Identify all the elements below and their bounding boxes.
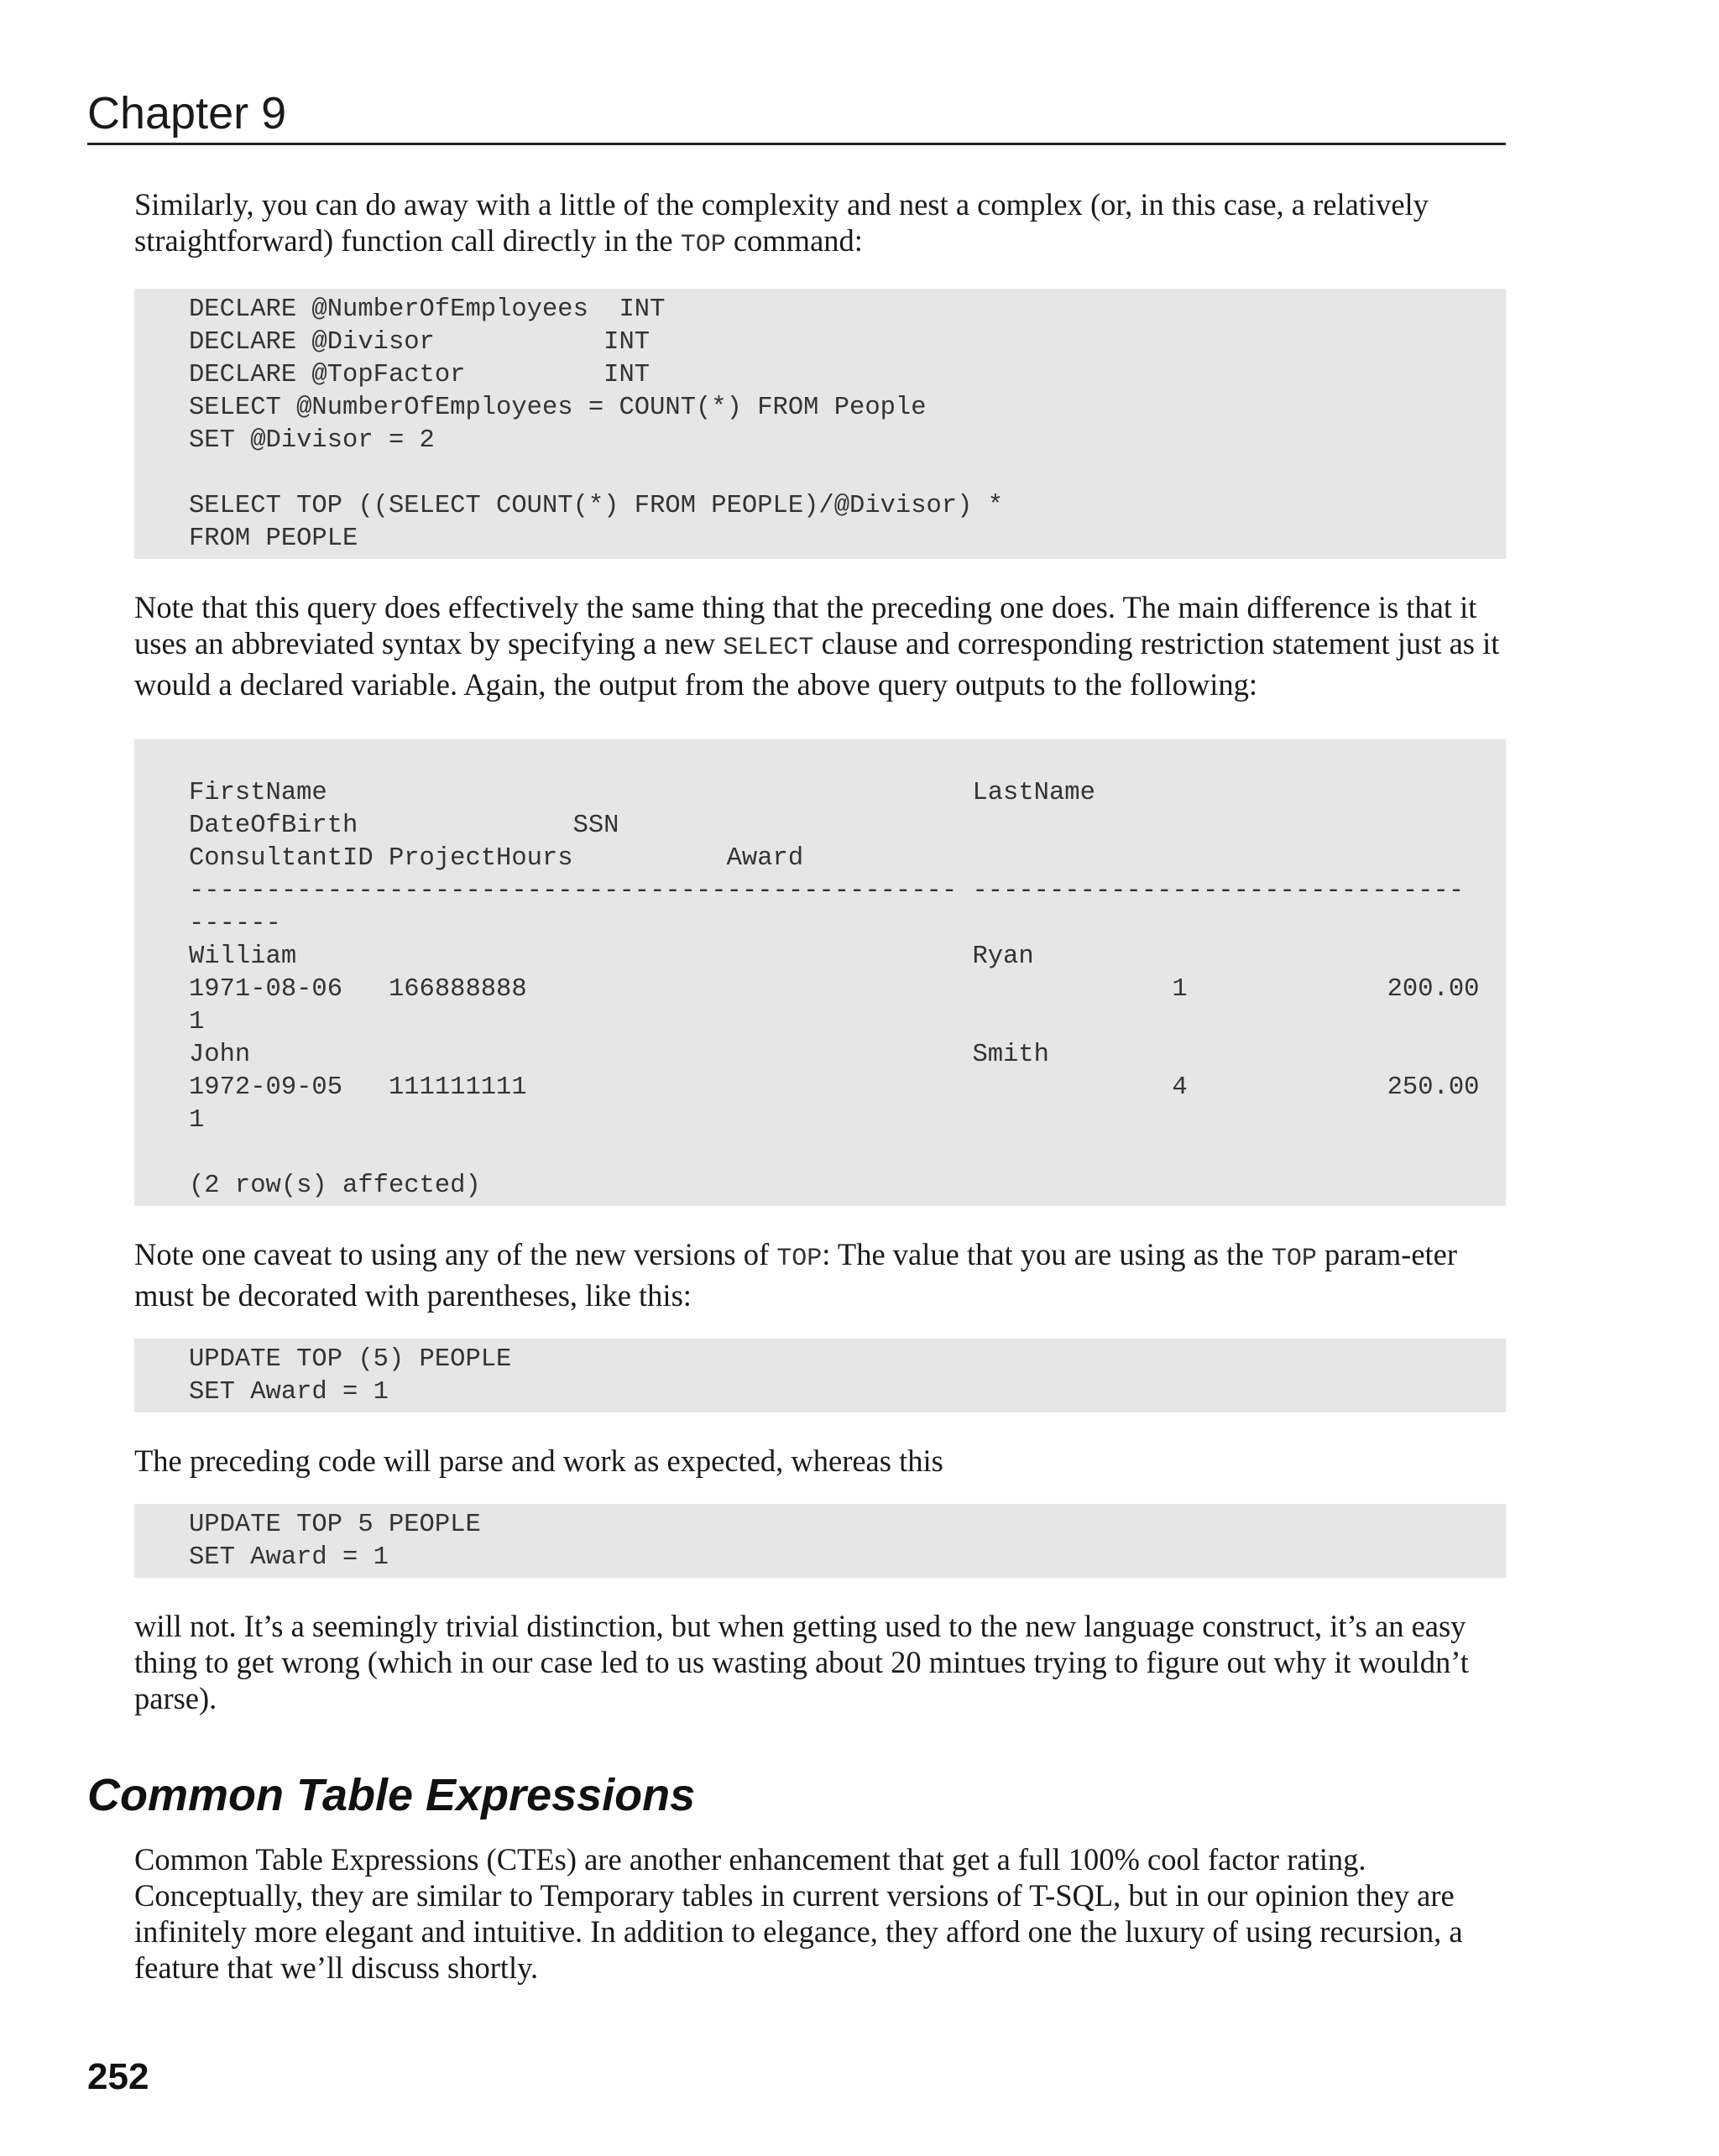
output-line: John Smith [189,1041,1049,1069]
code-block-update-no-parens [134,1504,1506,1578]
code-block-declare [134,289,1506,559]
code-line: FROM PEOPLE [189,525,358,553]
code-line: UPDATE TOP 5 PEOPLE [189,1511,481,1539]
cte-paragraph: Common Table Expressions (CTEs) are another enhancement that get a full 100% cool factor rating. Conceptually, they are similar to Temporary tables in current versions of T-SQL, but in our opinion they are infinitely more elegant and intuitive. In addition to elegance, they afford one the luxury of using recursion, a feature that we’ll discuss shortly. [134,1842,1463,1985]
code-line: SET Award = 1 [189,1378,389,1407]
code-line: DECLARE @NumberOfEmployees INT [189,295,666,324]
output-line: William Ryan [189,942,1034,971]
preceding-paragraph: The preceding code will parse and work as expected, whereas this [134,1443,943,1478]
intro-text-b: command: [725,223,863,258]
inline-code-top: TOP [1271,1245,1317,1273]
caveat-text-a: Note one caveat to using any of the new versions of [134,1237,777,1271]
query-output-block [134,739,1506,1206]
section-heading: Common Table Expressions [87,1770,696,1820]
code-line: DECLARE @Divisor INT [189,328,651,357]
output-line: -------------------------------------------------- -------------------------------- [189,877,1465,906]
note-text-a: Note that this query does effectively the same thing that the preceding one does. The main difference is that it uses an abbreviated syntax by specifying a new [134,590,1477,660]
code-line: DECLARE @TopFactor INT [189,361,651,389]
note-text-b: clause and corresponding restriction statement just as it would a declared variable. Again, the output from the above query outputs to the following: [134,626,1500,702]
will-not-paragraph: will not. It’s a seemingly trivial distinction, but when getting used to the new language construct, it’s an easy thing to get wrong (which in our case led to us wasting about 20 mintues trying to figure out why it wouldn’t parse). [134,1609,1469,1715]
cte-section [134,1841,1506,1986]
output-line: FirstName LastName [189,779,1095,807]
inline-code-top: TOP [680,231,726,259]
caveat-text-c: param-eter must be decorated with parentheses, like this: [134,1237,1458,1313]
output-line: 1971-08-06 166888888 1 200.00 [189,975,1480,1004]
output-line: (2 row(s) affected) [189,1172,481,1200]
inline-code-select: SELECT [723,634,814,662]
output-line: ------ [189,910,281,938]
intro-text-a: Similarly, you can do away with a little of the complexity and nest a complex (or, in this case, a relatively straightforward) function call directly in the [134,187,1429,258]
note-paragraph [134,589,1506,702]
output-line: DateOfBirth SSN [189,812,619,840]
page-header [87,87,1506,145]
caveat-paragraph [134,1236,1506,1313]
output-line: 1 [189,1008,205,1036]
inline-code-top: TOP [776,1245,823,1273]
code-block-update-parens [134,1339,1506,1412]
code-line: SELECT @NumberOfEmployees = COUNT(*) FROM People [189,394,927,422]
code-line: SELECT TOP ((SELECT COUNT(*) FROM PEOPLE)/@Divisor) * [189,492,1004,520]
output-line: 1972-09-05 111111111 4 250.00 [189,1073,1480,1102]
page-number: 252 [87,2056,149,2097]
chapter-title: Chapter 9 [87,88,287,138]
code-line: UPDATE TOP (5) PEOPLE [189,1345,512,1374]
page-content [134,186,1506,1716]
code-line: SET @Divisor = 2 [189,426,435,455]
output-line: 1 [189,1106,205,1135]
caveat-text-b: : The value that you are using as the [822,1237,1272,1271]
code-line: SET Award = 1 [189,1543,389,1572]
output-line: ConsultantID ProjectHours Award [189,844,804,873]
intro-paragraph [134,186,1506,264]
